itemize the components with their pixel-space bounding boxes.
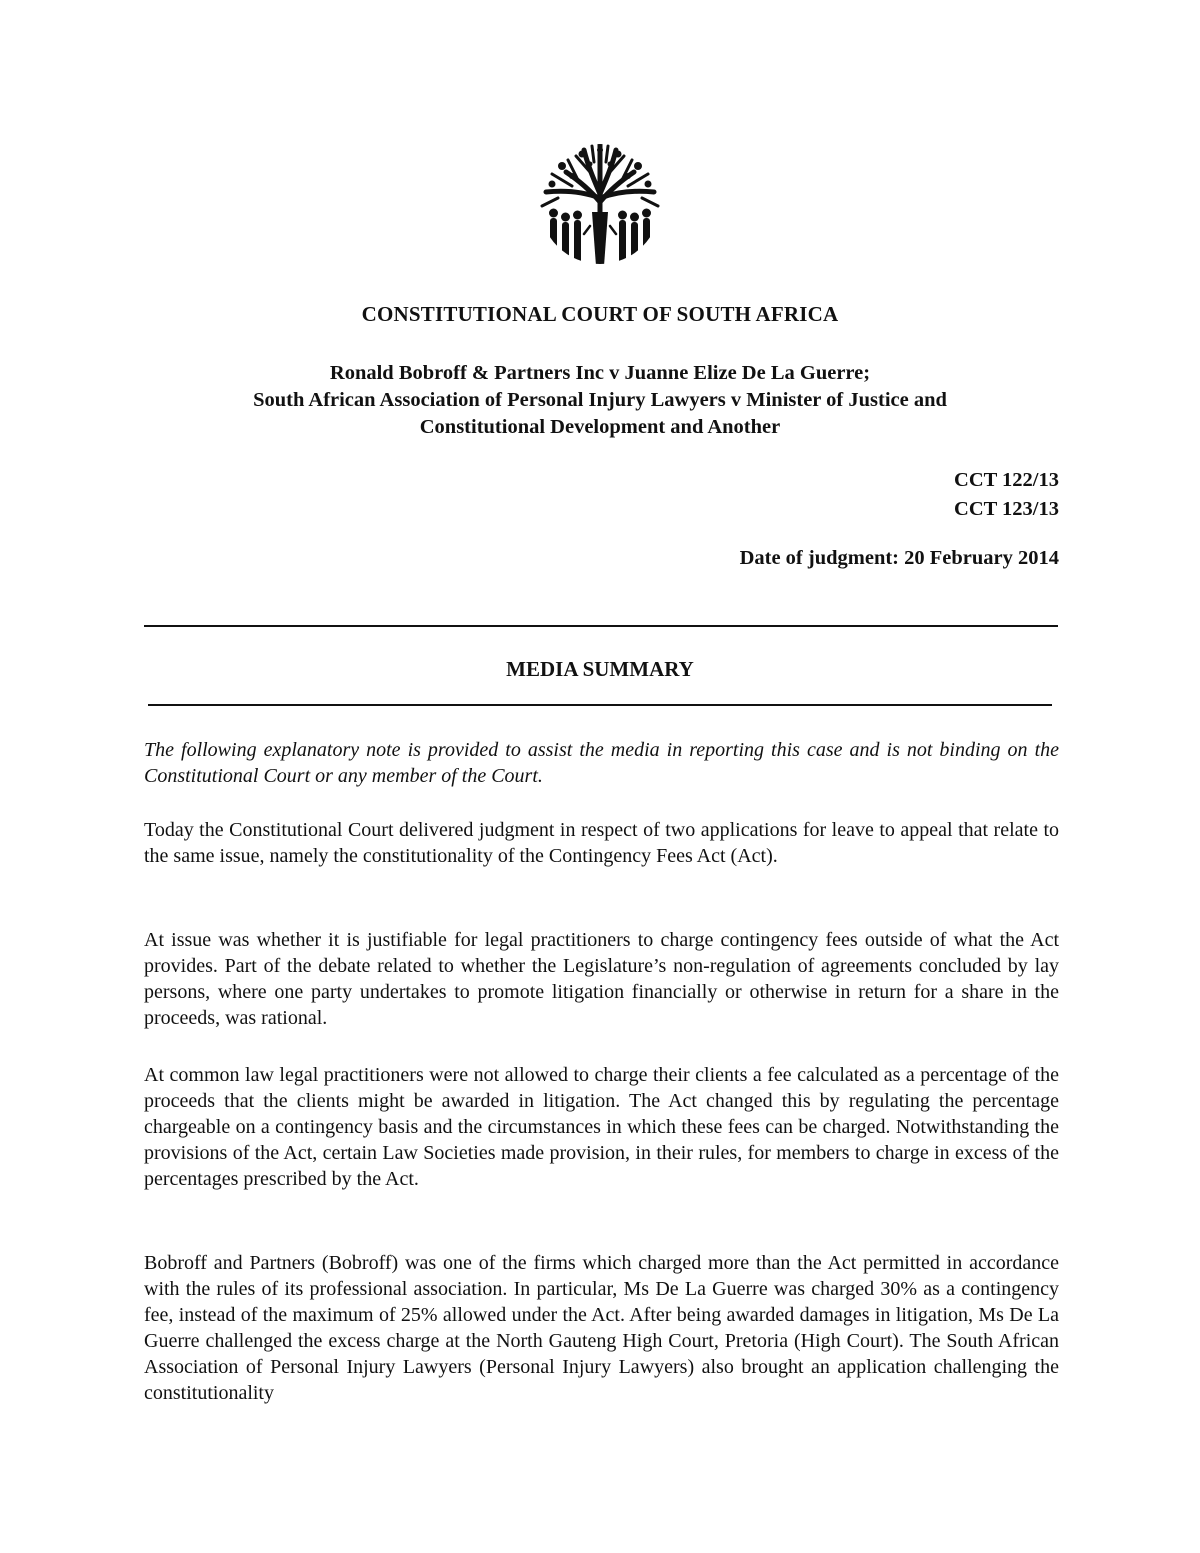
body-paragraph: At issue was whether it is justifiable for legal practitioners to charge contingency fees outside of what the Act provides. Part of the debate related to whether the Legislature’s non-regulation of agreements concluded by lay persons, where one party undertakes to promote litigation financially or otherwise in return for a share in the proceeds, was rational. — [144, 929, 1059, 1029]
explanatory-note: The following explanatory note is provided to assist the media in reporting this case and is not binding on the Constitutional Court or any member of the Court. — [144, 739, 1059, 787]
body-paragraph: Bobroff and Partners (Bobroff) was one of the firms which charged more than the Act permitted in accordance with the rules of its professional association. In particular, Ms De La Guerre was charged 30% as a contingency fee, instead of the maximum of 25% allowed under the Act. After being awarded damages in litigation, Ms De La Guerre challenged the excess charge at the North Gauteng High Court, Pretoria (High Court). The South African Association of Personal Injury Lawyers (Personal Injury Lawyers) also brought an application challenging the constitutionality — [144, 1252, 1059, 1404]
constitutional-court-tree-emblem-icon — [538, 142, 662, 266]
case-number: CCT 122/13 — [954, 469, 1059, 491]
case-name-line: South African Association of Personal Injury Lawyers v Minister of Justice and — [253, 389, 947, 411]
case-name-line: Constitutional Development and Another — [419, 416, 781, 438]
body-paragraph: At common law legal practitioners were not allowed to charge their clients a fee calculated as a percentage of the proceeds that the clients might be awarded in litigation. The Act changed this by regulating the percentage chargeable on a contingency basis and the circumstances in which these fees can be charged. Notwithstanding the provisions of the Act, certain Law Societies made provision, in their rules, for members to charge in excess of the percentages prescribed by the Act. — [144, 1064, 1059, 1190]
body-paragraph: Today the Constitutional Court delivered judgment in respect of two applications for leave to appeal that relate to the same issue, namely the constitutionality of the Contingency Fees Act (Act). — [144, 819, 1059, 867]
judgment-date: Date of judgment: 20 February 2014 — [739, 547, 1059, 569]
case-numbers — [954, 466, 1059, 524]
divider — [148, 704, 1052, 706]
case-names — [140, 360, 1060, 441]
divider — [144, 625, 1058, 627]
section-title: MEDIA SUMMARY — [506, 657, 694, 681]
court-name-heading: CONSTITUTIONAL COURT OF SOUTH AFRICA — [361, 302, 839, 326]
case-name-line: Ronald Bobroff & Partners Inc v Juanne Elize De La Guerre; — [329, 362, 871, 384]
case-number: CCT 123/13 — [954, 498, 1059, 520]
